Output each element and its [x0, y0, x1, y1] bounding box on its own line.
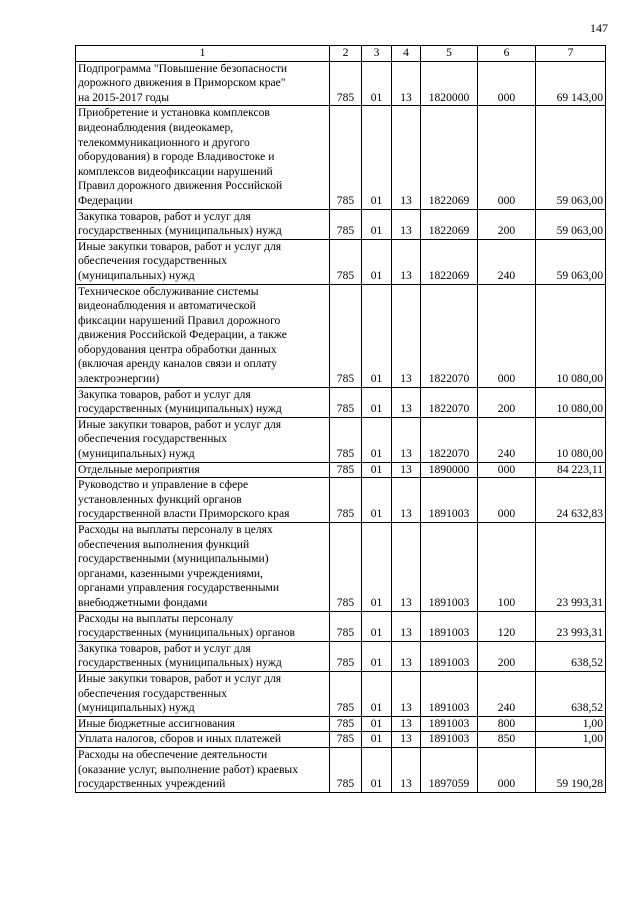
item-name-line: Закупка товаров, работ и услуг для	[78, 641, 251, 655]
cell-amount: 23 993,31	[536, 611, 606, 641]
cell-subsection-code: 13	[392, 716, 421, 732]
item-name-line: комплексов видеофиксации нарушений	[78, 164, 273, 178]
item-name-line: Расходы на обеспечение деятельности	[78, 747, 268, 761]
cell-target-article: 1891003	[421, 716, 478, 732]
cell-item-name	[76, 671, 330, 716]
cell-section-code: 01	[362, 462, 392, 478]
cell-subsection-code: 13	[392, 239, 421, 284]
cell-amount: 69 143,00	[536, 61, 606, 106]
item-name-line: (муниципальных) нужд	[78, 701, 195, 715]
cell-ministry-code: 785	[330, 716, 362, 732]
cell-subsection-code: 13	[392, 284, 421, 387]
cell-section-code: 01	[362, 417, 392, 462]
cell-ministry-code: 785	[330, 387, 362, 417]
cell-expense-type: 850	[478, 732, 536, 748]
cell-item-name	[76, 462, 330, 478]
cell-item-name	[76, 641, 330, 671]
item-name-line: государственных (муниципальных) нужд	[78, 656, 282, 670]
table-row	[76, 417, 606, 462]
cell-ministry-code: 785	[330, 462, 362, 478]
item-name-line: Расходы на выплаты персоналу в целях	[78, 523, 273, 536]
item-name-line: видеонаблюдения и автоматической	[78, 299, 256, 313]
cell-item-name	[76, 284, 330, 387]
cell-expense-type: 000	[478, 462, 536, 478]
table-row	[76, 641, 606, 671]
cell-item-name	[76, 732, 330, 748]
cell-amount: 10 080,00	[536, 284, 606, 387]
cell-amount: 59 190,28	[536, 747, 606, 792]
item-name-line: государственными (муниципальными)	[78, 552, 269, 566]
cell-section-code: 01	[362, 641, 392, 671]
table-row	[76, 523, 606, 612]
cell-amount: 24 632,83	[536, 478, 606, 523]
cell-ministry-code: 785	[330, 732, 362, 748]
cell-amount: 59 063,00	[536, 239, 606, 284]
cell-ministry-code: 785	[330, 417, 362, 462]
cell-ministry-code: 785	[330, 239, 362, 284]
table-row	[76, 387, 606, 417]
table-body	[76, 61, 606, 792]
cell-section-code: 01	[362, 209, 392, 239]
cell-amount: 10 080,00	[536, 417, 606, 462]
cell-section-code: 01	[362, 387, 392, 417]
cell-ministry-code: 785	[330, 61, 362, 106]
cell-amount: 23 993,31	[536, 523, 606, 612]
header-col-6: 6	[478, 46, 536, 62]
cell-subsection-code: 13	[392, 478, 421, 523]
header-col-2: 2	[330, 46, 362, 62]
cell-subsection-code: 13	[392, 462, 421, 478]
cell-amount: 1,00	[536, 716, 606, 732]
cell-expense-type: 200	[478, 209, 536, 239]
cell-item-name	[76, 106, 330, 209]
cell-target-article: 1822069	[421, 209, 478, 239]
table-row	[76, 611, 606, 641]
cell-amount: 59 063,00	[536, 209, 606, 239]
item-name-line: государственных учреждений	[78, 777, 226, 791]
item-name-line: Иные закупки товаров, работ и услуг для	[78, 417, 282, 431]
cell-target-article: 1891003	[421, 671, 478, 716]
item-name-line: электроэнергии)	[78, 372, 160, 386]
cell-section-code: 01	[362, 478, 392, 523]
page-number: 147	[590, 21, 608, 35]
item-name-line: на 2015-2017 годы	[78, 90, 170, 104]
item-name-line: дорожного движения в Приморском крае"	[78, 76, 286, 90]
cell-section-code: 01	[362, 523, 392, 612]
table-row	[76, 61, 606, 106]
table-row	[76, 716, 606, 732]
cell-amount: 1,00	[536, 732, 606, 748]
item-name-line: телекоммуникационного и другого	[78, 135, 250, 149]
cell-ministry-code: 785	[330, 671, 362, 716]
item-name-line: оборудования) в городе Владивостоке и	[78, 150, 275, 164]
cell-subsection-code: 13	[392, 387, 421, 417]
item-name-line: Федерации	[78, 193, 133, 207]
item-name-line: (муниципальных) нужд	[78, 268, 195, 282]
cell-item-name	[76, 716, 330, 732]
cell-amount: 638,52	[536, 671, 606, 716]
cell-expense-type: 000	[478, 284, 536, 387]
cell-target-article: 1822070	[421, 417, 478, 462]
cell-item-name	[76, 417, 330, 462]
item-name-line: Руководство и управление в сфере	[78, 478, 249, 492]
cell-expense-type: 100	[478, 523, 536, 612]
cell-amount: 84 223,11	[536, 462, 606, 478]
table-row	[76, 732, 606, 748]
cell-target-article: 1891003	[421, 523, 478, 612]
header-col-3: 3	[362, 46, 392, 62]
item-name-line: внебюджетными фондами	[78, 595, 208, 609]
header-row	[76, 46, 606, 62]
cell-ministry-code: 785	[330, 209, 362, 239]
cell-amount: 638,52	[536, 641, 606, 671]
cell-expense-type: 240	[478, 417, 536, 462]
cell-item-name	[76, 747, 330, 792]
item-name-line: Иные закупки товаров, работ и услуг для	[78, 671, 282, 685]
item-name-line: (муниципальных) нужд	[78, 447, 195, 461]
cell-target-article: 1822070	[421, 387, 478, 417]
item-name-line: (оказание услуг, выполнение работ) краевых	[78, 762, 299, 776]
cell-subsection-code: 13	[392, 671, 421, 716]
cell-target-article: 1897059	[421, 747, 478, 792]
item-name-line: Иные бюджетные ассигнования	[78, 716, 235, 730]
cell-subsection-code: 13	[392, 61, 421, 106]
budget-table	[75, 45, 606, 793]
cell-ministry-code: 785	[330, 106, 362, 209]
header-col-1: 1	[76, 46, 330, 62]
table-row	[76, 478, 606, 523]
table-row	[76, 284, 606, 387]
cell-section-code: 01	[362, 611, 392, 641]
item-name-line: (включая аренду каналов связи и оплату	[78, 357, 278, 371]
item-name-line: Приобретение и установка комплексов	[78, 106, 270, 120]
item-name-line: обеспечения государственных	[78, 686, 228, 700]
item-name-line: Расходы на выплаты персоналу	[78, 611, 234, 625]
item-name-line: органами, казенными учреждениями,	[78, 566, 263, 580]
cell-section-code: 01	[362, 671, 392, 716]
item-name-line: оборудования центра обработки данных	[78, 342, 277, 356]
cell-item-name	[76, 61, 330, 106]
cell-target-article: 1822069	[421, 239, 478, 284]
cell-section-code: 01	[362, 106, 392, 209]
cell-subsection-code: 13	[392, 523, 421, 612]
cell-expense-type: 000	[478, 106, 536, 209]
cell-target-article: 1891003	[421, 641, 478, 671]
item-name-line: государственных (муниципальных) органов	[78, 626, 295, 640]
item-name-line: Правил дорожного движения Российской	[78, 179, 283, 193]
cell-amount: 10 080,00	[536, 387, 606, 417]
cell-expense-type: 000	[478, 747, 536, 792]
cell-expense-type: 800	[478, 716, 536, 732]
item-name-line: Уплата налогов, сборов и иных платежей	[78, 732, 282, 746]
item-name-line: государственных (муниципальных) нужд	[78, 224, 282, 238]
item-name-line: Закупка товаров, работ и услуг для	[78, 387, 251, 401]
cell-item-name	[76, 611, 330, 641]
cell-section-code: 01	[362, 239, 392, 284]
cell-amount: 59 063,00	[536, 106, 606, 209]
cell-subsection-code: 13	[392, 106, 421, 209]
table-row	[76, 671, 606, 716]
cell-subsection-code: 13	[392, 611, 421, 641]
cell-subsection-code: 13	[392, 417, 421, 462]
cell-subsection-code: 13	[392, 732, 421, 748]
cell-ministry-code: 785	[330, 478, 362, 523]
table-row	[76, 209, 606, 239]
cell-section-code: 01	[362, 747, 392, 792]
item-name-line: Подпрограмма "Повышение безопасности	[78, 61, 288, 75]
cell-expense-type: 200	[478, 641, 536, 671]
cell-target-article: 1891003	[421, 611, 478, 641]
cell-section-code: 01	[362, 61, 392, 106]
cell-expense-type: 000	[478, 478, 536, 523]
item-name-line: Иные закупки товаров, работ и услуг для	[78, 239, 282, 253]
table-row	[76, 106, 606, 209]
cell-ministry-code: 785	[330, 611, 362, 641]
item-name-line: Закупка товаров, работ и услуг для	[78, 209, 251, 223]
cell-section-code: 01	[362, 716, 392, 732]
item-name-line: государственной власти Приморского края	[78, 507, 290, 521]
table-row	[76, 462, 606, 478]
table-row	[76, 239, 606, 284]
item-name-line: обеспечения государственных	[78, 432, 228, 446]
item-name-line: обеспечения выполнения функций	[78, 537, 250, 551]
item-name-line: видеонаблюдения (видеокамер,	[78, 120, 234, 134]
item-name-line: обеспечения государственных	[78, 254, 228, 268]
cell-target-article: 1820000	[421, 61, 478, 106]
cell-target-article: 1822069	[421, 106, 478, 209]
cell-target-article: 1891003	[421, 478, 478, 523]
item-name-line: Техническое обслуживание системы	[78, 284, 259, 298]
cell-expense-type: 120	[478, 611, 536, 641]
cell-expense-type: 240	[478, 671, 536, 716]
cell-item-name	[76, 523, 330, 612]
item-name-line: Отдельные мероприятия	[78, 462, 200, 476]
cell-ministry-code: 785	[330, 284, 362, 387]
item-name-line: фиксации нарушений Правил дорожного	[78, 313, 281, 327]
header-col-5: 5	[421, 46, 478, 62]
cell-item-name	[76, 239, 330, 284]
cell-expense-type: 200	[478, 387, 536, 417]
cell-subsection-code: 13	[392, 641, 421, 671]
cell-expense-type: 000	[478, 61, 536, 106]
cell-target-article: 1822070	[421, 284, 478, 387]
cell-item-name	[76, 478, 330, 523]
cell-item-name	[76, 387, 330, 417]
cell-ministry-code: 785	[330, 523, 362, 612]
cell-target-article: 1890000	[421, 462, 478, 478]
table-row	[76, 747, 606, 792]
cell-section-code: 01	[362, 284, 392, 387]
cell-ministry-code: 785	[330, 641, 362, 671]
header-col-4: 4	[392, 46, 421, 62]
item-name-line: установленных функций органов	[78, 492, 242, 506]
cell-target-article: 1891003	[421, 732, 478, 748]
cell-expense-type: 240	[478, 239, 536, 284]
cell-section-code: 01	[362, 732, 392, 748]
cell-subsection-code: 13	[392, 747, 421, 792]
cell-item-name	[76, 209, 330, 239]
header-col-7: 7	[536, 46, 606, 62]
cell-ministry-code: 785	[330, 747, 362, 792]
cell-subsection-code: 13	[392, 209, 421, 239]
item-name-line: движения Российской Федерации, а также	[78, 328, 287, 342]
item-name-line: государственных (муниципальных) нужд	[78, 402, 282, 416]
item-name-line: органами управления государственными	[78, 581, 280, 595]
